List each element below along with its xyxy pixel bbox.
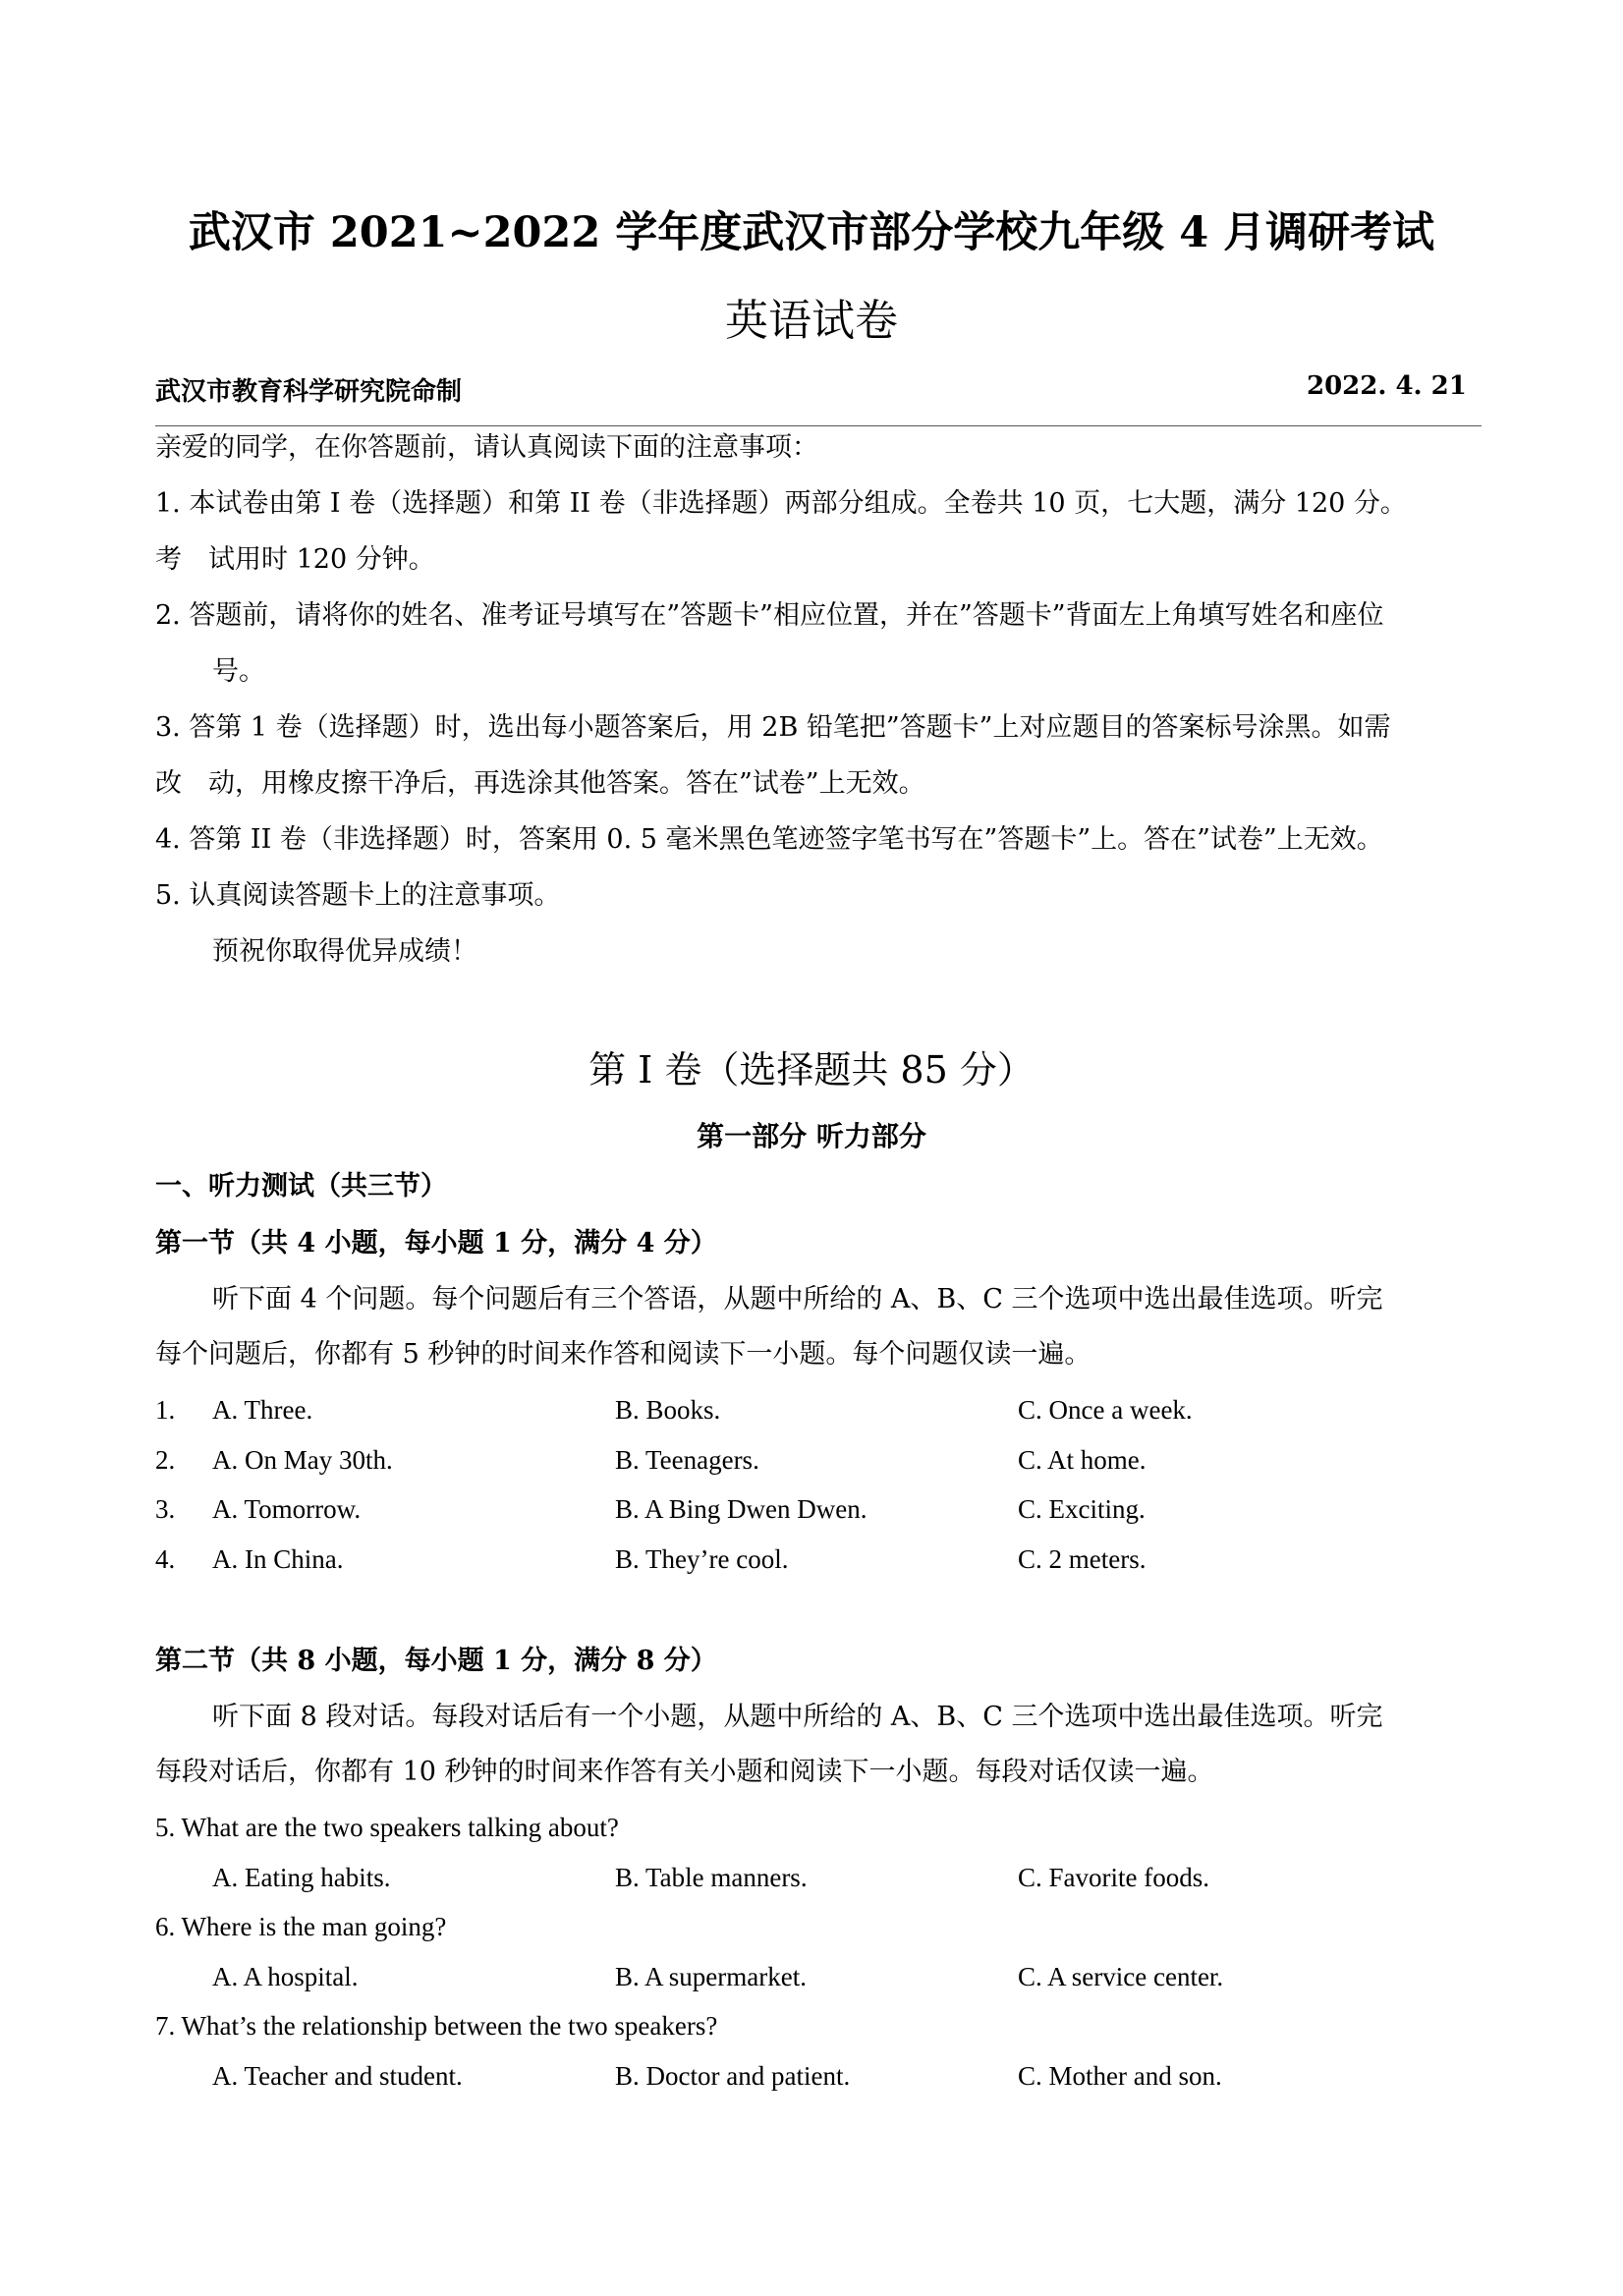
option-c: C. 2 meters. bbox=[1018, 1544, 1147, 1574]
notice-item: 1. 本试卷由第 I 卷（选择题）和第 II 卷（非选择题）两部分组成。全卷共 10 页，七大题，满分 120 分。 bbox=[155, 488, 1407, 519]
section2-heading: 第二节（共 8 小题，每小题 1 分，满分 8 分） bbox=[155, 1646, 717, 1676]
option-b: B. Teenagers. bbox=[615, 1445, 759, 1475]
section1-instructions: 听下面 4 个问题。每个问题后有三个答语，从题中所给的 A、B、C 三个选项中选出最佳选项。听完 bbox=[212, 1284, 1383, 1315]
exam-subtitle: 英语试卷 bbox=[725, 296, 898, 346]
section-heading: 一、听力测试（共三节） bbox=[155, 1171, 447, 1202]
option-b: B. Books. bbox=[615, 1395, 721, 1425]
section1-instructions: 每个问题后，你都有 5 秒钟的时间来作答和阅读下一小题。每个问题仅读一遍。 bbox=[155, 1339, 1091, 1370]
exam-date: 2022. 4. 21 bbox=[1307, 371, 1467, 401]
volume-title: 第 I 卷（选择题共 85 分） bbox=[588, 1048, 1035, 1092]
notice-intro: 亲爱的同学，在你答题前，请认真阅读下面的注意事项： bbox=[155, 432, 818, 463]
option-c: C. Once a week. bbox=[1018, 1395, 1193, 1425]
option-c: C. At home. bbox=[1018, 1445, 1147, 1475]
option-c: C. Favorite foods. bbox=[1018, 1863, 1209, 1892]
option-b: B. They’re cool. bbox=[615, 1544, 789, 1574]
option-b: B. A Bing Dwen Dwen. bbox=[615, 1494, 867, 1524]
header-divider bbox=[155, 425, 1482, 426]
option-a: A. A hospital. bbox=[212, 1962, 359, 1991]
notice-item: 3. 答第 1 卷（选择题）时，选出每小题答案后，用 2B 铅笔把”答题卡”上对应题目的答案标号涂黑。如需 bbox=[155, 712, 1391, 743]
option-c: C. A service center. bbox=[1018, 1962, 1224, 1991]
option-c: C. Exciting. bbox=[1018, 1494, 1146, 1524]
option-a: A. Eating habits. bbox=[212, 1863, 391, 1892]
option-c: C. Mother and son. bbox=[1018, 2061, 1222, 2091]
question-number: 1. bbox=[155, 1395, 176, 1425]
notice-item: 改 动，用橡皮擦干净后，再选涂其他答案。答在”试卷”上无效。 bbox=[155, 768, 925, 799]
question-number: 2. bbox=[155, 1445, 176, 1475]
notice-item: 5. 认真阅读答题卡上的注意事项。 bbox=[155, 880, 561, 911]
option-b: B. A supermarket. bbox=[615, 1962, 807, 1991]
exam-title: 武汉市 2021~2022 学年度武汉市部分学校九年级 4 月调研考试 bbox=[188, 208, 1435, 257]
option-a: A. Tomorrow. bbox=[212, 1494, 362, 1524]
section2-instructions: 每段对话后，你都有 10 秒钟的时间来作答有关小题和阅读下一小题。每段对话仅读一遍。 bbox=[155, 1757, 1214, 1787]
question-stem: 6. Where is the man going? bbox=[155, 1912, 447, 1941]
option-b: B. Table manners. bbox=[615, 1863, 808, 1892]
notice-item: 2. 答题前，请将你的姓名、准考证号填写在”答题卡”相应位置，并在”答题卡”背面左上角填写姓名和座位 bbox=[155, 600, 1384, 631]
option-a: A. On May 30th. bbox=[212, 1445, 393, 1475]
question-number: 4. bbox=[155, 1544, 176, 1574]
notice-item: 号。 bbox=[212, 656, 265, 687]
question-number: 3. bbox=[155, 1494, 176, 1524]
part-title: 第一部分 听力部分 bbox=[697, 1120, 926, 1152]
question-stem: 5. What are the two speakers talking about? bbox=[155, 1813, 619, 1842]
section2-instructions: 听下面 8 段对话。每段对话后有一个小题，从题中所给的 A、B、C 三个选项中选出最佳选项。听完 bbox=[212, 1702, 1383, 1732]
section1-heading: 第一节（共 4 小题，每小题 1 分，满分 4 分） bbox=[155, 1228, 717, 1259]
question-stem: 7. What’s the relationship between the two speakers? bbox=[155, 2011, 718, 2041]
option-b: B. Doctor and patient. bbox=[615, 2061, 851, 2091]
notice-item: 考 试用时 120 分钟。 bbox=[155, 544, 435, 575]
notice-item: 预祝你取得优异成绩！ bbox=[212, 936, 477, 967]
option-a: A. In China. bbox=[212, 1544, 344, 1574]
issuer-label: 武汉市教育科学研究院命制 bbox=[155, 377, 463, 407]
option-a: A. Three. bbox=[212, 1395, 313, 1425]
notice-item: 4. 答第 II 卷（非选择题）时，答案用 0. 5 毫米黑色笔迹签字笔书写在”答题卡”上。答在”试卷”上无效。 bbox=[155, 824, 1383, 855]
option-a: A. Teacher and student. bbox=[212, 2061, 463, 2091]
